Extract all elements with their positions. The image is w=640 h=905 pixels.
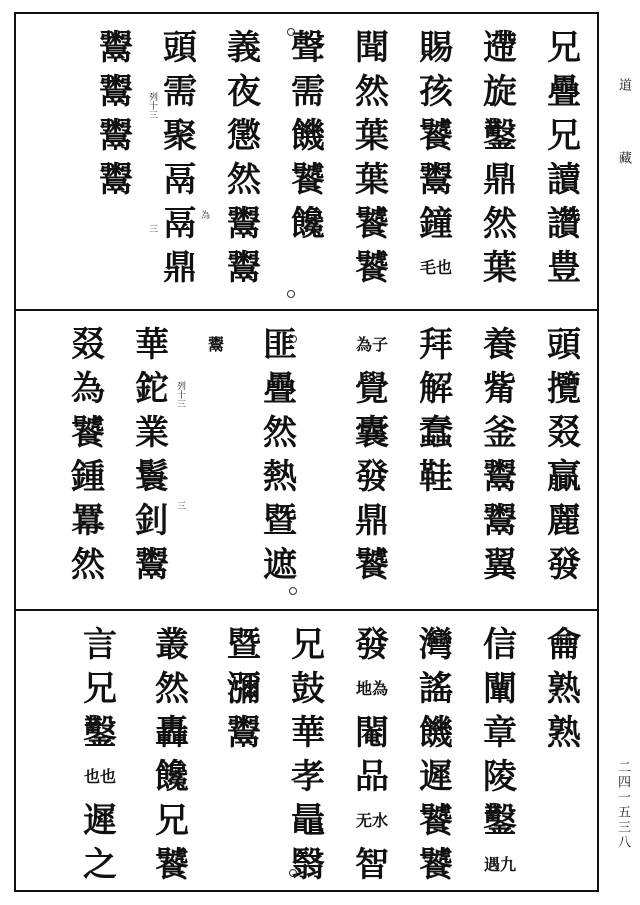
glyph: 暨	[227, 625, 261, 665]
side-note: 為	[199, 210, 209, 219]
glyph: 閹	[355, 713, 389, 753]
glyph: 灣	[419, 625, 453, 665]
glyph: 饑	[291, 116, 325, 156]
glyph: 闡	[483, 669, 517, 709]
glyph: 頭	[163, 28, 197, 68]
glyph: 聞	[355, 28, 389, 68]
glyph: 兄	[155, 801, 189, 841]
side-note: 列十三	[147, 92, 157, 119]
text-column	[475, 26, 525, 290]
glyph: 鑿	[83, 713, 117, 753]
glyph: 讀	[547, 160, 581, 200]
glyph: 品	[355, 757, 389, 797]
text-column	[411, 26, 461, 290]
glyph: 鬻	[227, 248, 261, 288]
glyph: 轟	[155, 713, 189, 753]
glyph: 懲	[227, 116, 261, 156]
glyph: 聚	[163, 116, 197, 156]
glyph: 鬻	[99, 72, 133, 112]
text-column	[347, 623, 397, 887]
glyph: 鞋	[419, 457, 453, 497]
text-column	[539, 623, 589, 755]
glyph: 葉	[483, 248, 517, 288]
glyph: 鬲	[163, 160, 197, 200]
glyph: 需	[163, 72, 197, 112]
glyph: 發	[355, 457, 389, 497]
text-column	[191, 323, 241, 367]
glyph: 饞	[291, 204, 325, 244]
glyph: 饕	[355, 545, 389, 585]
text-column	[75, 623, 125, 887]
glyph-annotation: 為子	[355, 335, 388, 354]
text-column	[539, 323, 589, 587]
glyph: 麗	[547, 501, 581, 541]
glyph: 信	[483, 625, 517, 665]
page-number: 二四一五三八	[615, 760, 630, 850]
glyph: 頭	[547, 325, 581, 365]
glyph: 贏	[547, 457, 581, 497]
glyph: 叢	[155, 625, 189, 665]
glyph: 鬻	[99, 28, 133, 68]
glyph-annotation: 鬻	[207, 335, 224, 354]
glyph: 鬻	[135, 545, 169, 585]
glyph: 饕	[419, 116, 453, 156]
glyph: 鬻	[419, 160, 453, 200]
glyph: 鼂	[291, 801, 325, 841]
glyph: 兄	[291, 625, 325, 665]
glyph: 叕	[547, 413, 581, 453]
glyph: 賜	[419, 28, 453, 68]
glyph: 解	[419, 369, 453, 409]
glyph: 遮	[263, 545, 297, 585]
text-column	[347, 26, 397, 290]
glyph: 釗	[135, 501, 169, 541]
glyph: 鼎	[163, 248, 197, 288]
glyph: 熟	[547, 713, 581, 753]
glyph: 豊	[547, 248, 581, 288]
page-frame	[14, 12, 599, 892]
glyph: 鬻	[483, 501, 517, 541]
glyph: 葉	[355, 116, 389, 156]
side-note: 三	[175, 501, 185, 510]
glyph: 為	[71, 369, 105, 409]
glyph: 饞	[155, 757, 189, 797]
glyph: 孩	[419, 72, 453, 112]
glyph: 翳	[291, 845, 325, 885]
circle-mark	[289, 587, 297, 595]
text-column	[347, 323, 397, 587]
glyph: 鼓	[291, 669, 325, 709]
glyph: 瀰	[227, 669, 261, 709]
glyph-annotation: 无水	[355, 811, 388, 830]
glyph: 讚	[547, 204, 581, 244]
glyph: 釜	[483, 413, 517, 453]
glyph: 然	[71, 545, 105, 585]
glyph: 兄	[547, 28, 581, 68]
glyph: 叕	[71, 325, 105, 365]
glyph: 聲	[291, 28, 325, 68]
text-column	[155, 26, 205, 290]
glyph: 需	[291, 72, 325, 112]
glyph: 饕	[355, 204, 389, 244]
glyph: 饕	[291, 160, 325, 200]
glyph: 鬻	[483, 457, 517, 497]
text-column	[283, 623, 333, 887]
glyph: 覺	[355, 369, 389, 409]
glyph: 鬻	[227, 713, 261, 753]
glyph: 言	[83, 625, 117, 665]
glyph: 鉈	[135, 369, 169, 409]
glyph: 發	[547, 545, 581, 585]
text-column	[283, 26, 333, 246]
glyph-annotation: 地為	[355, 679, 388, 698]
glyph: 疊	[263, 369, 297, 409]
text-column	[219, 26, 269, 290]
text-band-1	[16, 14, 597, 309]
glyph: 孝	[291, 757, 325, 797]
glyph: 遲	[419, 757, 453, 797]
text-column	[91, 26, 141, 202]
glyph: 觜	[483, 369, 517, 409]
glyph: 鐘	[419, 204, 453, 244]
text-column	[475, 323, 525, 587]
glyph: 鬻	[227, 204, 261, 244]
glyph: 羃	[71, 501, 105, 541]
side-note: 三	[147, 224, 157, 233]
glyph: 謠	[419, 669, 453, 709]
collection-title: 道 藏	[616, 78, 631, 193]
glyph: 饕	[155, 845, 189, 885]
glyph: 饕	[419, 801, 453, 841]
glyph: 業	[135, 413, 169, 453]
glyph: 養	[483, 325, 517, 365]
glyph: 熟	[547, 669, 581, 709]
glyph: 發	[355, 625, 389, 665]
side-note: 列十三	[175, 381, 185, 408]
glyph: 章	[483, 713, 517, 753]
glyph-annotation: 遇九	[483, 855, 516, 874]
glyph: 葉	[355, 160, 389, 200]
glyph: 義	[227, 28, 261, 68]
glyph-annotation: 也也	[83, 767, 116, 786]
glyph: 龠	[547, 625, 581, 665]
glyph: 遰	[483, 28, 517, 68]
circle-mark	[289, 335, 297, 343]
text-column	[63, 323, 113, 587]
glyph: 兄	[547, 116, 581, 156]
text-column	[147, 623, 197, 887]
text-band-2	[16, 309, 597, 609]
glyph: 鬻	[99, 160, 133, 200]
glyph: 疊	[547, 72, 581, 112]
glyph: 鬲	[163, 204, 197, 244]
text-column	[411, 623, 461, 887]
glyph: 然	[227, 160, 261, 200]
text-column	[219, 623, 269, 755]
circle-mark	[287, 290, 295, 298]
glyph: 陵	[483, 757, 517, 797]
glyph: 熱	[263, 457, 297, 497]
glyph: 攬	[547, 369, 581, 409]
glyph: 華	[291, 713, 325, 753]
glyph: 饕	[419, 845, 453, 885]
glyph: 鼎	[355, 501, 389, 541]
text-column	[127, 323, 177, 587]
glyph: 蠢	[419, 413, 453, 453]
glyph-annotation: 毛也	[419, 258, 452, 277]
glyph: 然	[355, 72, 389, 112]
glyph: 鬟	[135, 457, 169, 497]
glyph: 之	[83, 845, 117, 885]
glyph: 然	[263, 413, 297, 453]
glyph: 匪	[263, 325, 297, 365]
glyph: 旋	[483, 72, 517, 112]
glyph: 然	[483, 204, 517, 244]
text-column	[255, 323, 305, 587]
glyph: 拜	[419, 325, 453, 365]
glyph: 饑	[419, 713, 453, 753]
glyph: 饕	[355, 248, 389, 288]
text-column	[411, 323, 461, 499]
glyph: 囊	[355, 413, 389, 453]
glyph: 鬻	[99, 116, 133, 156]
glyph: 遲	[83, 801, 117, 841]
circle-mark	[287, 28, 295, 36]
glyph: 翼	[483, 545, 517, 585]
glyph: 鼎	[483, 160, 517, 200]
glyph: 鍾	[71, 457, 105, 497]
circle-mark	[289, 869, 297, 877]
glyph: 鑿	[483, 116, 517, 156]
glyph: 然	[155, 669, 189, 709]
text-column	[475, 623, 525, 887]
glyph: 夜	[227, 72, 261, 112]
glyph: 饕	[71, 413, 105, 453]
glyph: 鑿	[483, 801, 517, 841]
glyph: 兄	[83, 669, 117, 709]
text-column	[539, 26, 589, 290]
glyph: 智	[355, 845, 389, 885]
text-band-3	[16, 609, 597, 890]
glyph: 華	[135, 325, 169, 365]
glyph: 暨	[263, 501, 297, 541]
